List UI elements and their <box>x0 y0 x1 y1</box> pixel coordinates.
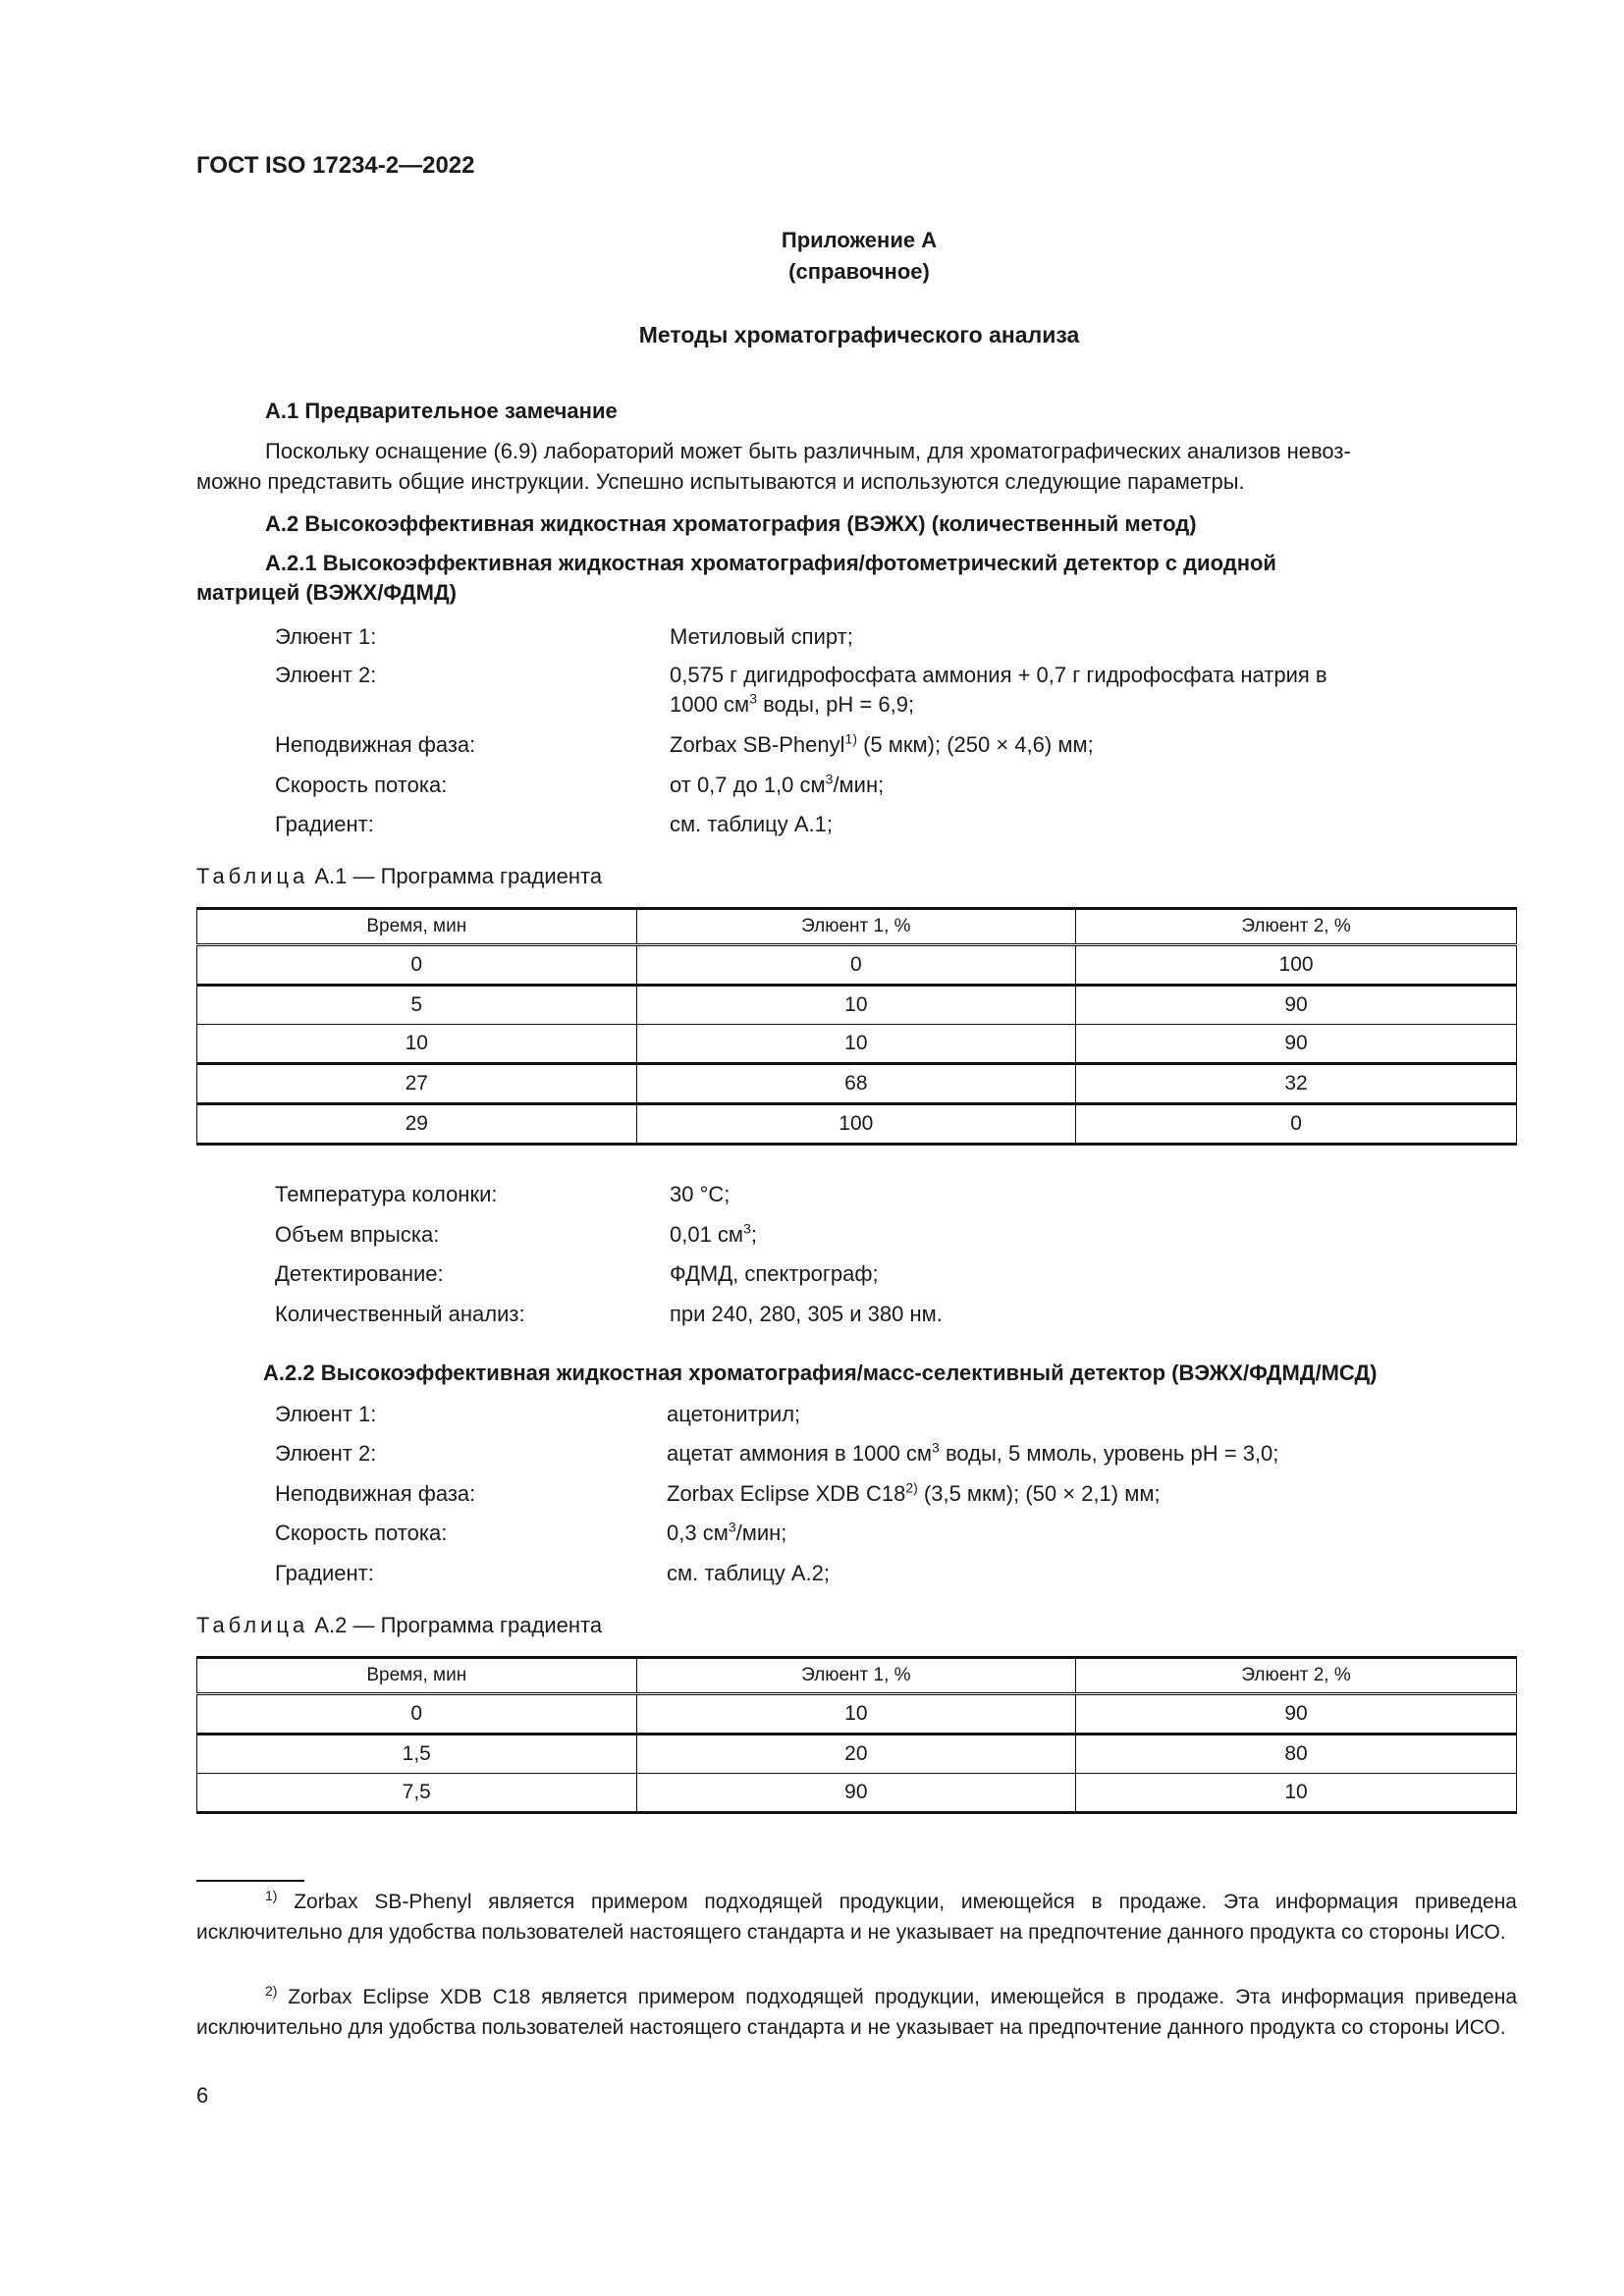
param-label: Элюент 1: <box>275 1402 377 1426</box>
table-row: 0 10 90 <box>197 1694 1517 1735</box>
param-label: Детектирование: <box>275 1261 444 1286</box>
table-a1 <box>196 907 1517 1146</box>
annex-title: Приложение А <box>781 228 938 252</box>
section-a1-paragraph-line1: Поскольку оснащение (6.9) лабораторий может быть различным, для хроматографических анализов невоз- <box>265 439 1351 463</box>
param-label: Объем впрыска: <box>275 1222 440 1247</box>
param-label: Элюент 2: <box>275 1441 377 1466</box>
table-row: 7,5 90 10 <box>197 1774 1517 1813</box>
param-value: 0,3 $см^3$/мин; <box>667 1519 787 1545</box>
table-a1-caption: Таблица А.1 — Программа градиента <box>196 864 603 888</box>
param-label: Количественный анализ: <box>275 1302 525 1326</box>
section-a1-heading: А.1 Предварительное замечание <box>265 399 618 423</box>
param-value: Zorbax SB-Phenyl$^{1)}$ (5 мкм); (250 × 4,6) мм; <box>670 730 1094 757</box>
param-value: Zorbax Eclipse XDB C18$^{2)}$ (3,5 мкм); (50 × 2,1) мм; <box>667 1479 1161 1506</box>
param-value: см. таблицу А.2; <box>667 1561 830 1585</box>
param-value: при 240, 280, 305 и 380 нм. <box>670 1302 943 1326</box>
section-a22-heading: А.2.2 Высокоэффективная жидкостная хроматография/масс-селективный детектор (ВЭЖХ/ФДМД/МСД) <box>263 1361 1378 1385</box>
footnote-2: $^{2)}$ Zorbax Eclipse XDB C18 является примером подходящей продукции, имеющейся в продаже. Эта информация приведена исключительно для удобства пользователей настоящего стандарта и не указывает на предпочтение данного продукта со стороны ИСО. <box>196 1983 1517 2039</box>
param-value: ФДМД, спектрограф; <box>670 1261 879 1286</box>
footnote-1: $^{1)}$ Zorbax SB-Phenyl является примером подходящей продукции, имеющейся в продаже. Эта информация приведена исключительно для удобства пользователей настоящего стандарта и не указывает на предпочтение данного продукта со стороны ИСО. <box>196 1888 1517 1944</box>
section-a21-heading: А.2.1 Высокоэффективная жидкостная хроматография/фотометрический детектор с диодной <box>265 551 1276 575</box>
column-header: Элюент 1, % <box>636 1658 1076 1694</box>
column-header: Время, мин <box>197 909 637 945</box>
param-value: ацетонитрил; <box>667 1402 801 1426</box>
param-label: Неподвижная фаза: <box>275 1481 476 1506</box>
param-label: Скорость потока: <box>275 1521 448 1545</box>
annex-heading: Методы хроматографического анализа <box>638 322 1080 347</box>
annex-subtitle: (справочное) <box>788 259 930 284</box>
section-a1-paragraph-line2: можно представить общие инструкции. Успешно испытываются и используются следующие параметры. <box>196 469 1245 494</box>
page-number: 6 <box>196 2083 209 2108</box>
param-label: Температура колонки: <box>275 1182 498 1206</box>
footnote-separator <box>196 1880 304 1882</box>
column-header: Элюент 2, % <box>1076 909 1517 945</box>
param-label: Скорость потока: <box>275 773 448 797</box>
table-row: 27 68 32 <box>197 1064 1517 1104</box>
param-value: 30 °C; <box>670 1182 731 1206</box>
param-label: Элюент 2: <box>275 663 377 687</box>
param-value: ацетат аммония в 1000 $см^3$ воды, 5 ммоль, уровень pH = 3,0; <box>667 1439 1279 1466</box>
table-a2 <box>196 1656 1517 1814</box>
table-row: 0 0 100 <box>197 945 1517 986</box>
table-a2-caption: Таблица А.2 — Программа градиента <box>196 1613 603 1637</box>
param-label: Градиент: <box>275 1561 374 1585</box>
param-label: Градиент: <box>275 812 374 836</box>
param-value: от 0,7 до 1,0 $см^3$/мин; <box>670 771 885 797</box>
param-label: Элюент 1: <box>275 624 377 649</box>
param-value: 0,575 г дигидрофосфата аммония + 0,7 г гидрофосфата натрия в 1000 $см^3$ воды, pH = 6,9; <box>670 663 1327 717</box>
section-a2-heading: А.2 Высокоэффективная жидкостная хроматография (ВЭЖХ) (количественный метод) <box>265 511 1197 536</box>
param-label: Неподвижная фаза: <box>275 732 476 757</box>
param-value: 0,01 $см^3$; <box>670 1220 757 1247</box>
table-row: 5 10 90 <box>197 986 1517 1025</box>
table-row: 1,5 20 80 <box>197 1735 1517 1774</box>
param-value: см. таблицу А.1; <box>670 812 833 836</box>
table-row: 10 10 90 <box>197 1025 1517 1064</box>
column-header: Время, мин <box>197 1658 637 1694</box>
param-value: Метиловый спирт; <box>670 624 853 649</box>
section-a21-heading-cont: матрицей (ВЭЖХ/ФДМД) <box>196 580 457 605</box>
document-id-header: ГОСТ ISO 17234-2—2022 <box>196 152 475 179</box>
column-header: Элюент 1, % <box>636 909 1076 945</box>
column-header: Элюент 2, % <box>1076 1658 1517 1694</box>
table-row: 29 100 0 <box>197 1104 1517 1145</box>
